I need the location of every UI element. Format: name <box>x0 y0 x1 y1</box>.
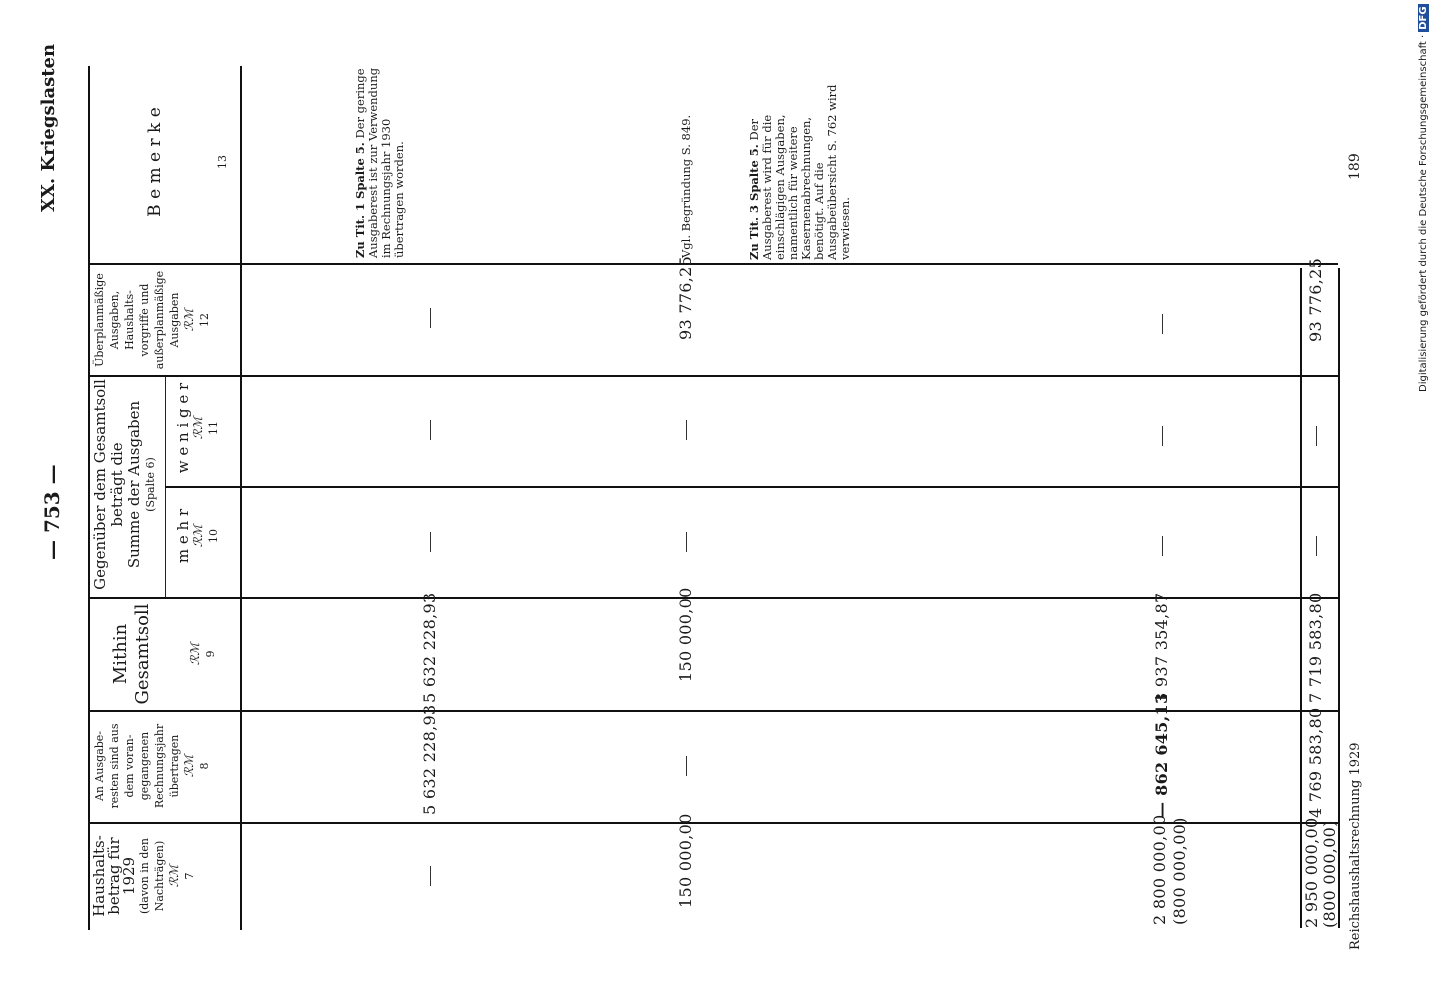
header-col8-line6: übertragen <box>168 734 181 798</box>
header-col13-label: B e m e r k e <box>145 107 165 217</box>
row1-col7-dash <box>430 866 431 886</box>
header-col7-line2: betrag für <box>105 837 123 915</box>
header-col8-line5: Rechnungsjahr <box>153 723 166 809</box>
header-col8-line4: gegangenen <box>138 731 151 801</box>
total-col9: 7 719 583,80 <box>1306 592 1325 703</box>
row1-remark-head: Zu Tit. 1 Spalte 5. <box>353 142 367 258</box>
header-col11-unit: ℛℳ <box>191 416 205 440</box>
row3-col11-dash <box>1162 426 1163 446</box>
row1-col8: 5 632 228,93 <box>420 704 439 815</box>
page-number: — 753 — <box>40 464 64 560</box>
row2-col9: 150 000,00 <box>676 587 695 682</box>
row1-col9: 5 632 228,93 <box>420 592 439 703</box>
header-col10-number: 10 <box>207 529 220 543</box>
row3-col12-dash <box>1162 314 1163 334</box>
header-col8 <box>92 714 212 818</box>
header-col13 <box>145 64 230 260</box>
header-col12-line2: Ausgaben, <box>108 290 121 350</box>
row2-col8-dash <box>686 756 687 776</box>
row1-col11-dash <box>430 420 431 440</box>
row2-col12: 93 776,25 <box>676 255 695 340</box>
header-col12-line4: vorgriffe und <box>138 283 151 357</box>
header-col13-number: 13 <box>216 155 229 169</box>
header-col12-line3: Haushalts- <box>123 290 136 350</box>
row3-remark-head: Zu Tit. 3 Spalte 5. <box>747 144 761 260</box>
row2-col10-dash <box>686 532 687 552</box>
row2-remark: Vgl. Begründung S. 849. <box>679 114 693 258</box>
header-col12 <box>92 268 212 372</box>
side-page-number: 189 <box>1347 153 1363 180</box>
group-line1: Gegenüber dem Gesamtsoll <box>91 379 109 590</box>
header-col8-line2: resten sind aus <box>108 723 121 809</box>
section-title: XX. Kriegslasten <box>38 43 59 212</box>
header-col8-number: 8 <box>198 762 211 770</box>
total-col7: 2 950 000,00 <box>1302 817 1321 928</box>
header-col10 <box>176 486 221 586</box>
header-group-difference <box>92 377 158 592</box>
header-col12-unit: ℛℳ <box>182 308 196 332</box>
header-col9-line1: Mithin <box>110 623 131 685</box>
header-col7-unit: ℛℳ <box>167 864 181 888</box>
total-col10-dash <box>1316 536 1317 556</box>
header-col9 <box>110 602 218 706</box>
header-col7-line3: 1929 <box>120 856 138 896</box>
row1-remark-text: Der geringe Ausgaberest ist zur Verwendung im Rechnungsjahr 1930 übertragen worden. <box>353 67 406 258</box>
total-col11-dash <box>1316 426 1317 446</box>
digitization-text: Digitalisierung gefördert durch die Deutsche Forschungsgemeinschaft · <box>1418 34 1429 392</box>
digitization-stamp <box>1418 4 1429 392</box>
row3-col8: — 862 645,13 <box>1152 692 1171 818</box>
header-col11-number: 11 <box>207 421 220 435</box>
header-col9-line2: Gesamtsoll <box>132 603 153 705</box>
group-line2: beträgt die <box>108 442 126 527</box>
row3-remark <box>748 68 852 260</box>
row2-col11-dash <box>686 420 687 440</box>
dfg-logo: DFG <box>1418 6 1429 30</box>
row1-col12-dash <box>430 308 431 328</box>
header-col9-unit: ℛℳ <box>188 642 202 666</box>
header-col7-sub: (davon in den Nachträgen) <box>138 837 166 915</box>
header-col7-number: 7 <box>183 872 196 880</box>
header-col7 <box>92 826 197 926</box>
header-col9-number: 9 <box>204 650 217 658</box>
row3-col7: 2 800 000,00 <box>1150 814 1169 925</box>
header-col10-label: m e h r <box>174 508 192 564</box>
header-col8-unit: ℛℳ <box>182 754 196 778</box>
row3-remark-text: Der Ausgaberest wird für die einschlägigen Ausgaben, namentlich für weitere Kasernenabrechnungen, benötigt. Auf die Ausgabeübersicht S. 762 wird verwiesen. <box>747 84 852 260</box>
header-col7-line1: Haushalts- <box>90 835 108 917</box>
row1-remark <box>354 66 406 258</box>
group-sub: (Spalte 6) <box>144 457 157 512</box>
total-col12: 93 776,25 <box>1306 257 1325 342</box>
header-col12-line5: außerplanmäßige <box>153 270 166 370</box>
row3-col10-dash <box>1162 536 1163 556</box>
group-line3: Summe der Ausgaben <box>125 400 143 569</box>
header-col10-unit: ℛℳ <box>191 524 205 548</box>
row3-col9: 1 937 354,87 <box>1152 592 1171 703</box>
header-col11-label: w e n i g e r <box>174 382 192 474</box>
row3-col7b: (800 000,00) <box>1170 817 1189 925</box>
header-col12-number: 12 <box>198 313 211 327</box>
header-col8-line1: An Ausgabe- <box>93 730 106 802</box>
footer-label: Reichshaushaltsrechnung 1929 <box>1348 742 1363 950</box>
total-col7b: (800 000,00) <box>1320 820 1339 928</box>
header-col11 <box>176 378 221 478</box>
row1-col10-dash <box>430 532 431 552</box>
row2-col7: 150 000,00 <box>676 813 695 908</box>
header-col12-line1: Überplanmäßige <box>93 273 106 367</box>
header-col12-line6: Ausgaben <box>168 292 181 348</box>
header-col8-line3: dem voran- <box>123 734 136 798</box>
total-col8: 4 769 583,80 <box>1306 707 1325 818</box>
